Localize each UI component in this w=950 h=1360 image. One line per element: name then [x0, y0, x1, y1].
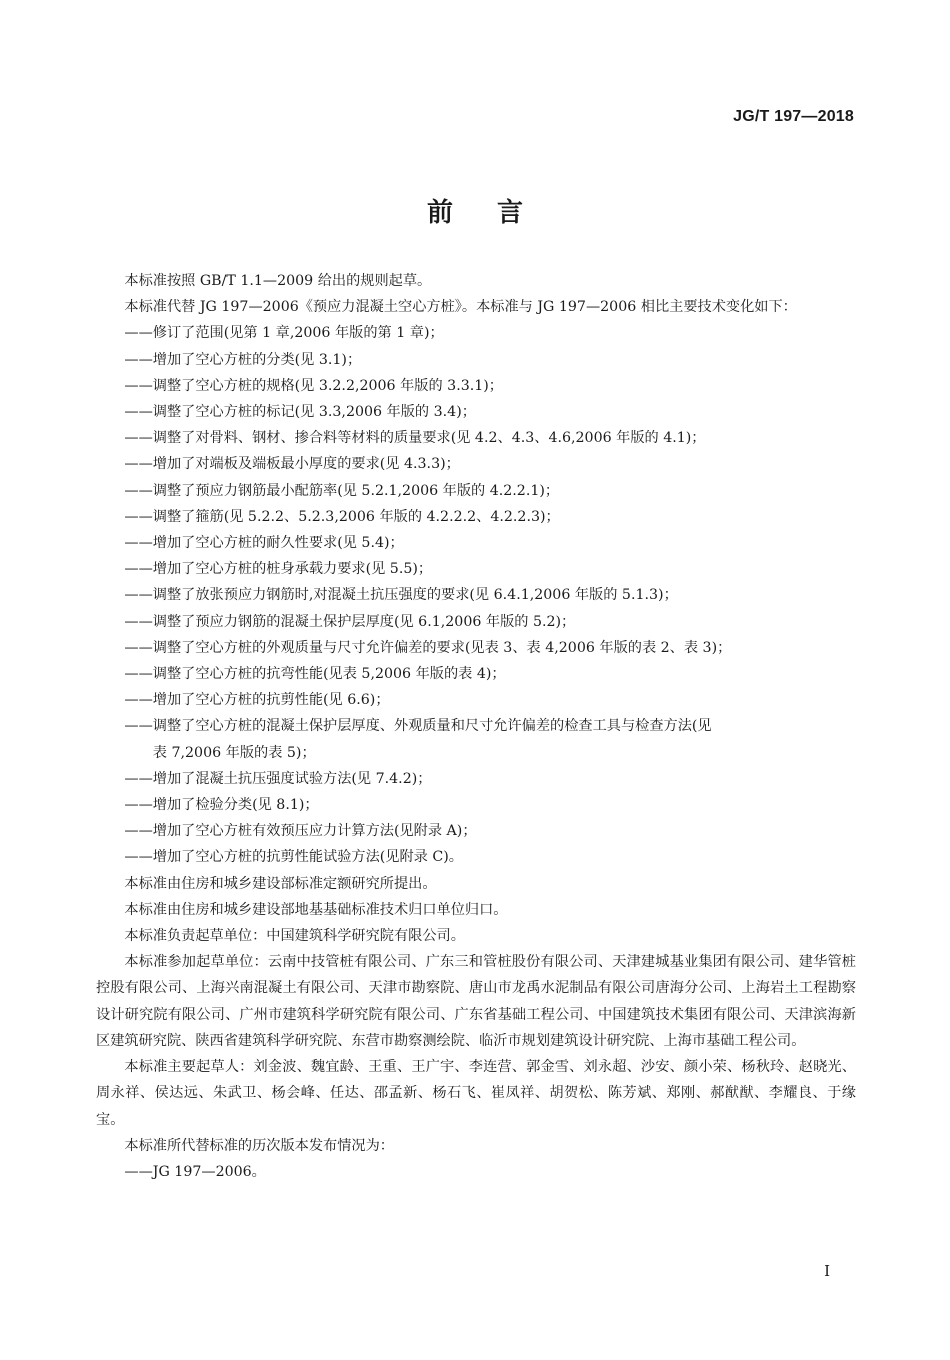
- closing-paragraph: 本标准由住房和城乡建设部地基基础标准技术归口单位归口。: [124, 901, 508, 918]
- closing-paragraph: 本标准所代替标准的历次版本发布情况为：: [124, 1137, 394, 1154]
- change-item: ——增加了空心方桩有效预压应力计算方法(见附录 A)；: [124, 823, 477, 840]
- change-item: ——调整了对骨料、钢材、掺合料等材料的质量要求(见 4.2、4.3、4.6,2006 年版的 4.1)；: [124, 430, 706, 447]
- intro-paragraph: 本标准按照 GB/T 1.1—2009 给出的规则起草。: [124, 273, 432, 289]
- change-item-continuation: 表 7,2006 年版的表 5)；: [152, 744, 316, 761]
- participating-units: 本标准参加起草单位：云南中技管桩有限公司、广东三和管桩股份有限公司、天津建城基业集团有限公司、建华管桩控股有限公司、上海兴南混凝土有限公司、天津市勘察院、唐山市龙禹水泥制品有限公司唐海分公司、上海岩土工程勘察设计研究院有限公司、广州市建筑科学研究院有限公司、广东省基础工程公司、中国建筑技术集团有限公司、天津滨海新区建筑研究院、陕西省建筑科学研究院、东营市勘察测绘院、临沂市规划建筑设计研究院、上海市基础工程公司。: [96, 954, 856, 1049]
- change-item: ——增加了空心方桩的桩身承载力要求(见 5.5)；: [124, 561, 433, 578]
- closing-paragraph: 本标准由住房和城乡建设部标准定额研究所提出。: [124, 875, 437, 892]
- change-item-first-line: ——调整了空心方桩的混凝土保护层厚度、外观质量和尺寸允许偏差的检查工具与检查方法(见: [124, 718, 712, 735]
- change-item: ——调整了预应力钢筋最小配筋率(见 5.2.1,2006 年版的 4.2.2.1)；: [124, 482, 560, 499]
- change-item: ——调整了放张预应力钢筋时,对混凝土抗压强度的要求(见 6.4.1,2006 年版的 5.1.3)；: [124, 587, 678, 604]
- document-body: [96, 268, 856, 1185]
- history-item: ——JG 197—2006。: [124, 1163, 266, 1180]
- change-item: ——调整了空心方桩的标记(见 3.3,2006 年版的 3.4)；: [124, 404, 476, 421]
- closing-paragraph: 本标准负责起草单位：中国建筑科学研究院有限公司。: [124, 928, 465, 945]
- change-item: ——增加了混凝土抗压强度试验方法(见 7.4.2)；: [124, 770, 432, 787]
- change-item: ——修订了范围(见第 1 章,2006 年版的第 1 章)；: [124, 325, 444, 342]
- change-item: ——调整了空心方桩的抗弯性能(见表 5,2006 年版的表 4)；: [124, 666, 506, 683]
- change-item: ——调整了空心方桩的规格(见 3.2.2,2006 年版的 3.3.1)；: [124, 377, 503, 394]
- change-item: ——调整了箍筋(见 5.2.2、5.2.3,2006 年版的 4.2.2.2、4.2.2.3)；: [124, 508, 560, 525]
- change-item: ——增加了空心方桩的抗剪性能(见 6.6)；: [124, 692, 390, 709]
- change-item: ——增加了检验分类(见 8.1)；: [124, 797, 319, 814]
- change-item: ——增加了空心方桩的抗剪性能试验方法(见附录 C)。: [124, 849, 463, 866]
- standard-code: JG/T 197—2018: [733, 108, 854, 125]
- change-item: ——调整了预应力钢筋的混凝土保护层厚度(见 6.1,2006 年版的 5.2)；: [124, 613, 576, 630]
- page-number: I: [824, 1262, 830, 1280]
- change-item: ——调整了空心方桩的外观质量与尺寸允许偏差的要求(见表 3、表 4,2006 年版的表 2、表 3)；: [124, 639, 732, 656]
- intro-paragraph: 本标准代替 JG 197—2006《预应力混凝土空心方桩》。本标准与 JG 197—2006 相比主要技术变化如下：: [124, 299, 797, 316]
- page-title: 前言: [426, 198, 567, 228]
- change-item: ——增加了空心方桩的分类(见 3.1)；: [124, 351, 362, 368]
- main-drafters: 本标准主要起草人：刘金波、魏宜龄、王重、王广宇、李连营、郭金雪、刘永超、沙安、颜小荣、杨秋玲、赵晓光、周永祥、侯达远、朱武卫、杨会峰、任达、邵孟新、杨石飞、崔凤祥、胡贺松、陈芳斌、郑刚、郝猷猷、李耀良、于缘宝。: [96, 1059, 856, 1128]
- change-item-multiline: [96, 713, 856, 765]
- change-item: ——增加了对端板及端板最小厚度的要求(见 4.3.3)；: [124, 456, 460, 473]
- change-item: ——增加了空心方桩的耐久性要求(见 5.4)；: [124, 535, 404, 552]
